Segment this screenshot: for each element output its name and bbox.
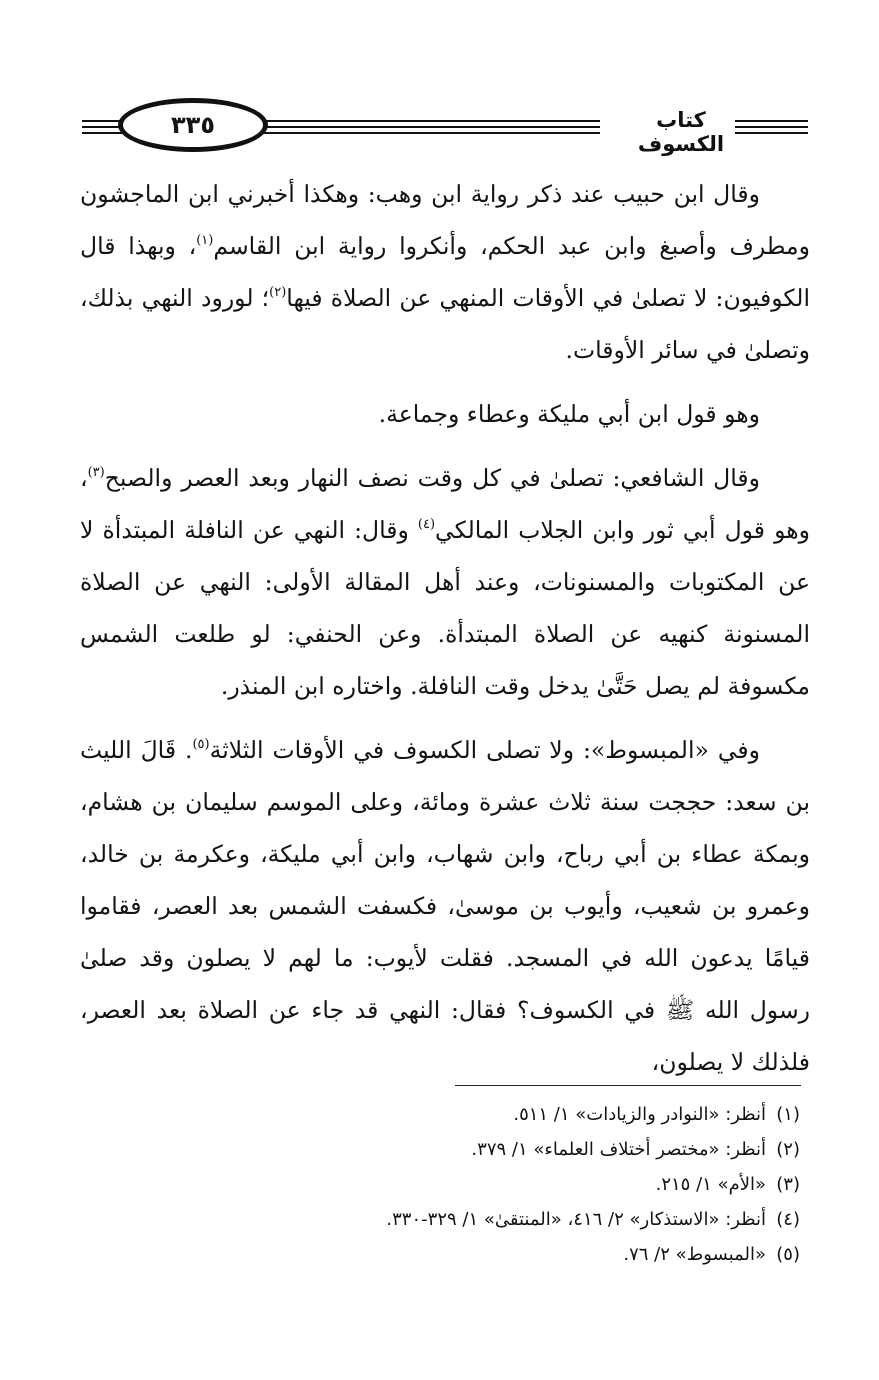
footnote-ref[interactable]: (٤) — [417, 517, 436, 532]
footnote-item — [200, 1202, 800, 1237]
paragraph — [80, 724, 810, 1088]
footnote-ref[interactable]: (٣) — [87, 465, 105, 480]
running-header — [82, 96, 808, 156]
footnote-text: أنظر: «مختصر أختلاف العلماء» ١/ ٣٧٩. — [471, 1139, 766, 1160]
footnote-ref[interactable]: (١) — [196, 233, 214, 248]
paragraph-text: وقال ابن حبيب عند ذكر رواية ابن وهب: وهكذا أخبرني ابن الماجشون ومطرف وأصبغ وابن عبد الحكم، وأنكروا رواية ابن القاسم — [80, 180, 810, 260]
footnote-text: أنظر: «النوادر والزيادات» ١/ ٥١١. — [513, 1104, 766, 1125]
paragraph-text: . قَالَ الليث بن سعد: حججت سنة ثلاث عشرة ومائة، وعلى الموسم سليمان بن هشام، وبمكة عطاء بن أبي رباح، وابن شهاب، وابن أبي مليكة، وعكرمة بن خالد، وعمرو بن شعيب، وأيوب بن موسىٰ، فكسفت الشمس بعد العصر، فقاموا قيامًا يدعون الله في المسجد. فقلت لأيوب: ما لهم لا يصلون وقد صلىٰ رسول الله ﷺ في الكسوف؟ فقال: النهي قد جاء عن الصلاة بعد العصر، فلذلك لا يصلون، — [80, 736, 810, 1076]
paragraph — [80, 168, 810, 376]
page-number: ٣٣٥ — [171, 111, 215, 139]
paragraph-text: وقال الشافعي: تصلىٰ في كل وقت نصف النهار وبعد العصر والصبح — [104, 464, 760, 492]
footnote-marker: (٥) — [776, 1244, 800, 1265]
main-text — [80, 168, 810, 1100]
footnote-text: «الأم» ١/ ٢١٥. — [655, 1174, 766, 1195]
footnote-text: أنظر: «الاستذكار» ٢/ ٤١٦، «المنتقىٰ» ١/ ٣٢٩-٣٣٠. — [386, 1209, 766, 1230]
footnote-ref[interactable]: (٥) — [192, 737, 210, 752]
footnote-separator — [455, 1085, 801, 1086]
footnotes — [200, 1097, 800, 1272]
chapter-title: كتاب الكسوف — [637, 108, 725, 156]
footnote-marker: (١) — [776, 1104, 800, 1125]
paragraph-text: وقال: النهي عن النافلة المبتدأة لا عن المكتوبات والمسنونات، وعند أهل المقالة الأولى: النهي عن الصلاة المسنونة كنهيه عن الصلاة المبتدأة. وعن الحنفي: لو طلعت الشمس مكسوفة لم يصل حَتَّىٰ يدخل وقت النافلة. واختاره ابن المنذر. — [80, 516, 810, 700]
paragraph-text: ؛ لورود النهي بذلك، وتصلىٰ في سائر الأوقات. — [80, 284, 810, 364]
paragraph-text: ، وبهذا قال الكوفيون: لا تصلىٰ في الأوقات المنهي عن الصلاة فيها — [80, 232, 810, 312]
page-number-frame — [118, 98, 268, 152]
paragraph-text: ، وهو قول أبي ثور وابن الجلاب المالكي — [80, 464, 810, 544]
footnote-marker: (٢) — [776, 1139, 800, 1160]
paragraph-text: وفي «المبسوط»: ولا تصلى الكسوف في الأوقات الثلاثة — [209, 736, 760, 764]
footnote-marker: (٣) — [776, 1174, 800, 1195]
footnote-item — [200, 1167, 800, 1202]
footnote-item — [200, 1237, 800, 1272]
paragraph — [80, 388, 810, 440]
footnote-ref[interactable]: (٢) — [269, 285, 287, 300]
footnote-item — [200, 1132, 800, 1167]
paragraph — [80, 452, 810, 712]
paragraph-text: وهو قول ابن أبي مليكة وعطاء وجماعة. — [378, 400, 760, 428]
footnote-text: «المبسوط» ٢/ ٧٦. — [623, 1244, 766, 1265]
footnote-marker: (٤) — [776, 1209, 800, 1230]
footnote-item — [200, 1097, 800, 1132]
